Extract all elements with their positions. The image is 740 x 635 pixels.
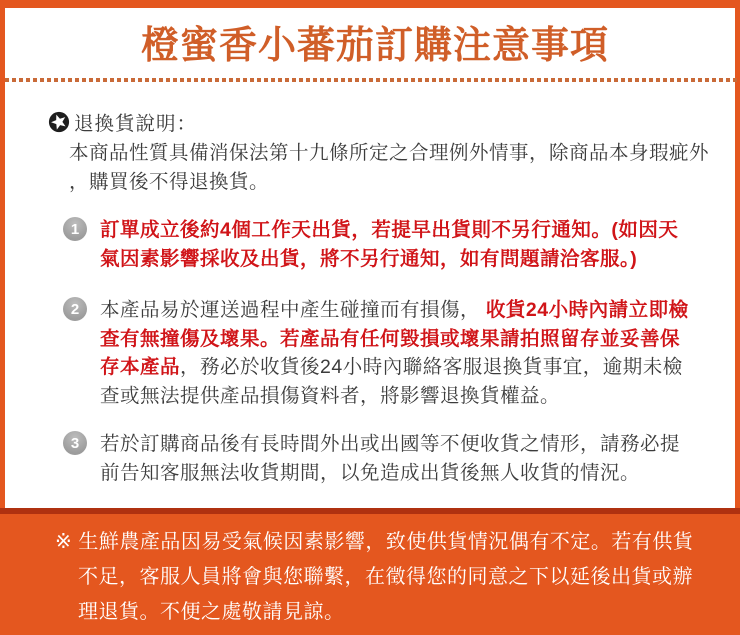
notice-number: 2 xyxy=(70,300,80,318)
return-policy-header xyxy=(48,108,197,136)
dotted-divider xyxy=(5,78,740,82)
return-policy-heading: 退換貨說明： xyxy=(74,113,198,135)
circled-star-icon xyxy=(48,111,70,133)
footer-notice-text xyxy=(55,525,698,630)
notice-item-3 xyxy=(5,430,740,487)
notice-item-1 xyxy=(5,216,740,273)
page-title: 橙蜜香小蕃茄訂購注意事項 xyxy=(140,22,609,67)
notice-text xyxy=(100,430,696,487)
footnote-text: 生鮮農產品因易受氣候因素影響，致使供貨情況偶有不定。若有供貨不足，客服人員將會與您聯繫，在徵得您的同意之下以延後出貨或辦理退貨。不便之處敬請見諒。 xyxy=(78,531,694,623)
footnote-marker: ※ xyxy=(55,531,73,553)
notice-segment: 收貨24小時內請立即檢查有無撞傷及壞果。若產品有任何毀損或壞果請拍照留存並妥善保存本產品 xyxy=(100,299,689,378)
notice-number: 3 xyxy=(70,434,80,452)
notice-segment: ，務必於收貨後24小時內聯絡客服退換貨事宜，逾期未檢查或無法提供產品損傷資料者，將影響退換貨權益。 xyxy=(100,356,683,407)
return-policy-body: 本商品性質具備消保法第十九條所定之合理例外情事，除商品本身瑕疵外，購買後不得退換貨。 xyxy=(69,142,710,193)
notice-item-2 xyxy=(5,296,740,410)
notice-number-badge xyxy=(63,217,87,241)
notice-text xyxy=(100,296,696,410)
notice-text xyxy=(100,216,696,273)
notice-segment: 若於訂購商品後有長時間外出或出國等不便收貨之情形，請務必提前告知客服無法收貨期間，以免造成出貨後無人收貨的情況。 xyxy=(100,433,681,484)
notice-segment: 本產品易於運送過程中產生碰撞而有損傷， xyxy=(100,299,486,321)
notice-number-badge xyxy=(63,297,87,321)
notice-number: 1 xyxy=(70,220,80,238)
notice-segment: 訂單成立後約4個工作天出貨，若提早出貨則不另行通知。(如因天氣因素影響採收及出貨，將不另行通知，如有問題請洽客服。) xyxy=(100,219,679,270)
footer-banner xyxy=(0,508,740,635)
notice-number-badge xyxy=(63,431,87,455)
